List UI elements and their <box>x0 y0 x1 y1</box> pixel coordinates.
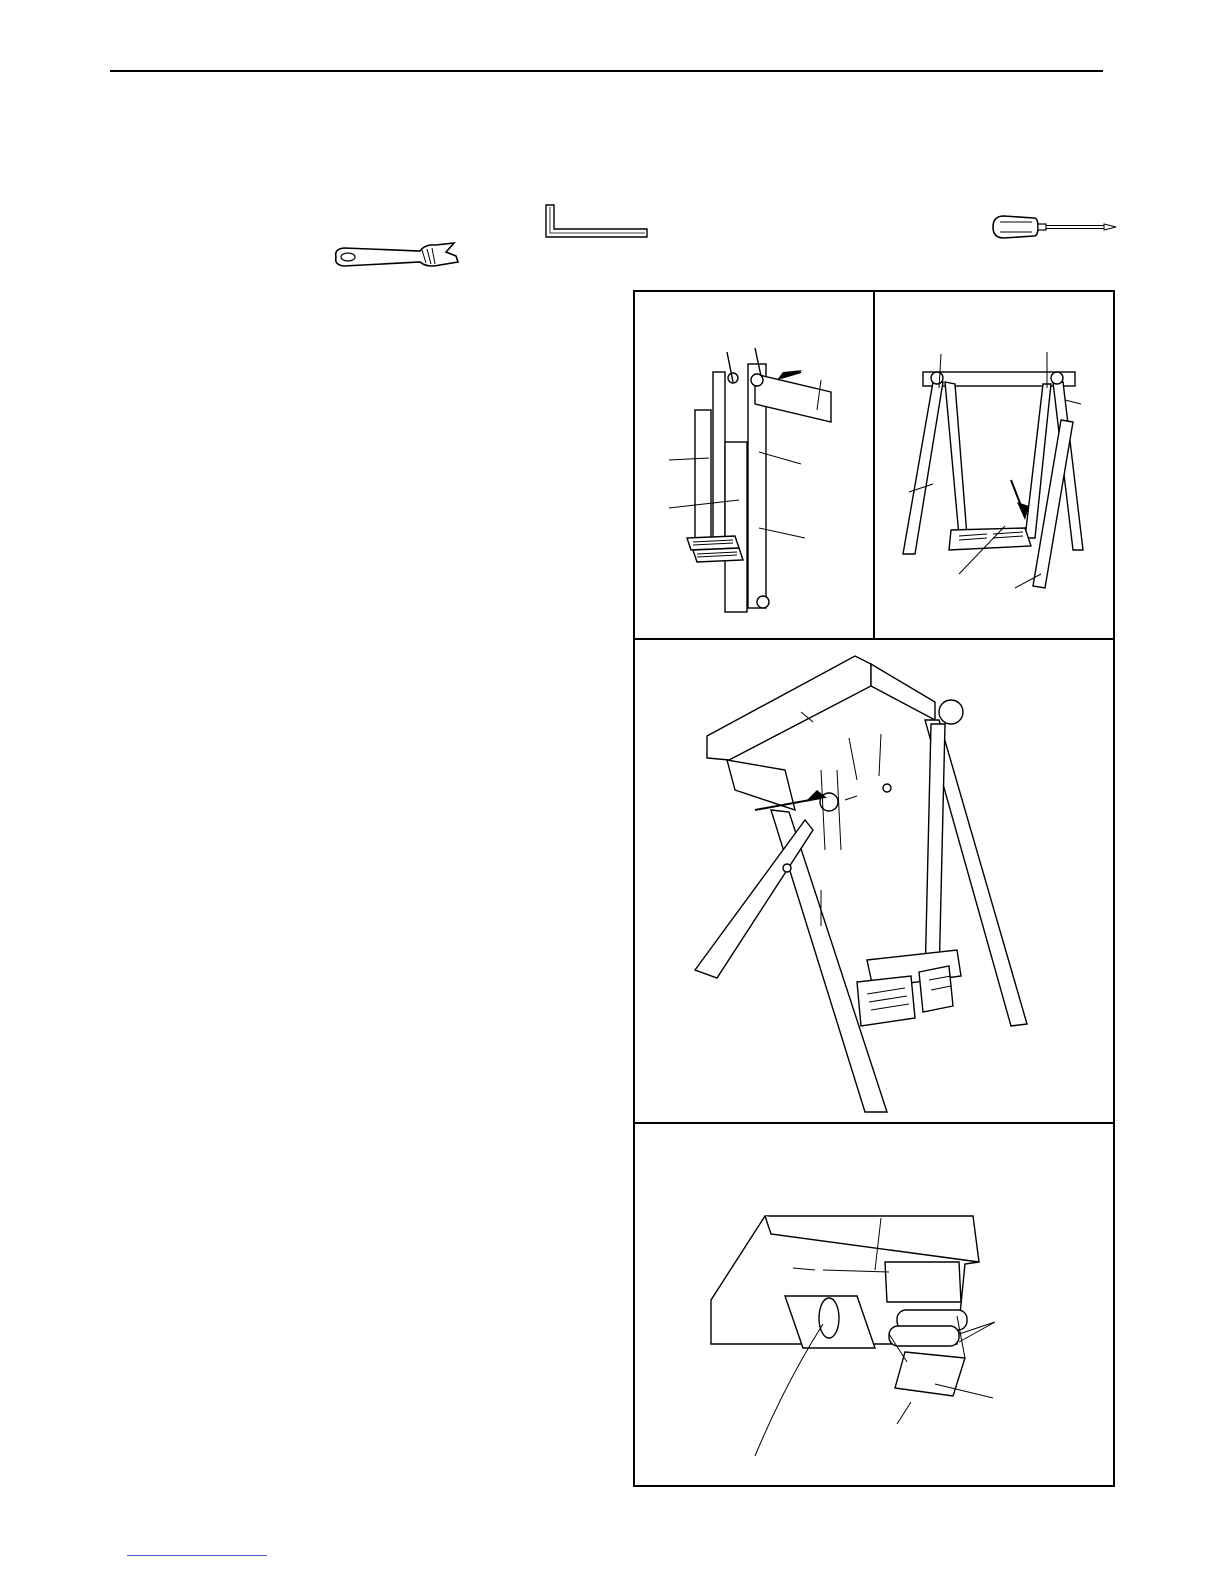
phillips-screwdriver-icon <box>990 214 1120 240</box>
frame-front-view-illustration <box>875 292 1113 638</box>
header-rule <box>110 70 1103 72</box>
footer-link-underline[interactable] <box>127 1555 267 1556</box>
illustration-frame <box>633 290 1115 1487</box>
allen-wrench-icon <box>543 203 649 239</box>
console-battery-illustration <box>635 1124 1113 1485</box>
adjustable-wrench-icon <box>330 240 465 274</box>
pedal-arm-assembly-illustration <box>635 640 1113 1122</box>
frame-side-view-illustration <box>635 292 873 638</box>
